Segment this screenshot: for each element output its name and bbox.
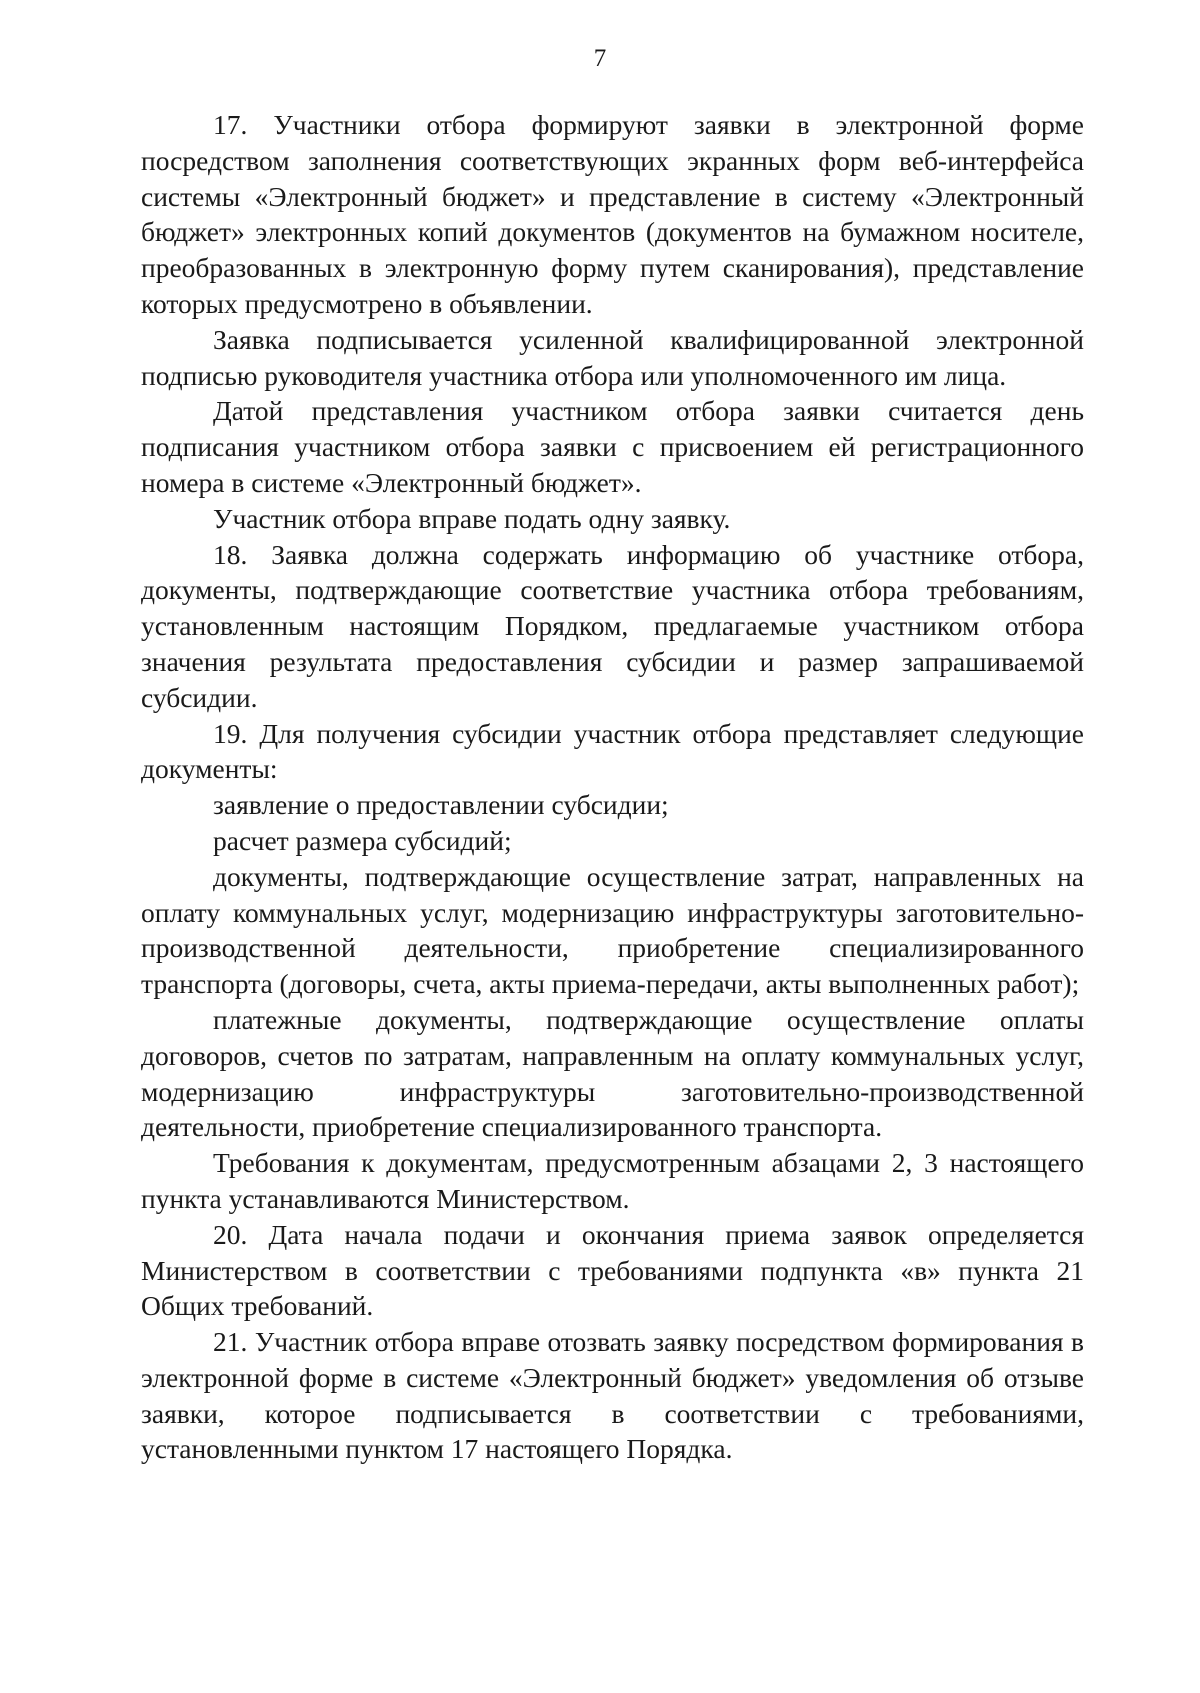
paragraph-18-contents: 18. Заявка должна содержать информацию об участнике отбора, документы, подтверждающие соответствие участника отбора требованиям, установленным настоящим Порядком, предлагаемые участником отбора значения результата предоставления субсидии и размер запрашиваемой субсидии.: [141, 538, 1084, 713]
paragraph-19-documents: 19. Для получения субсидии участник отбора представляет следующие документы:: [141, 717, 1084, 785]
paragraph-21-withdrawal: 21. Участник отбора вправе отозвать заявку посредством формирования в электронной форме в системе «Электронный бюджет» уведомления об отзыве заявки, которое подписывается в соответствии с требованиями, установленными пунктом 17 настоящего Порядка.: [141, 1326, 1084, 1465]
list-item-payment-documents: платежные документы, подтверждающие осуществление оплаты договоров, счетов по затратам, направленным на оплату коммунальных услуг, модернизацию инфраструктуры заготовительно-производственной деятельности, приобретение специализированного транспорта.: [141, 1003, 1084, 1143]
paragraph-requirements: Требования к документам, предусмотренным абзацами 2, 3 настоящего пункта устанавливаются Министерством.: [141, 1147, 1084, 1214]
document-body: [141, 107, 1084, 1467]
paragraph-one-application: Участник отбора вправе подать одну заявку.: [213, 502, 731, 534]
paragraph-20-dates: 20. Дата начала подачи и окончания приема заявок определяется Министерством в соответствии с требованиями подпункта «в» пункта 21 Общих требований.: [141, 1218, 1084, 1322]
page-number: 7: [593, 45, 607, 72]
list-item-calculation: расчет размера субсидий;: [213, 824, 512, 856]
paragraph-signature: Заявка подписывается усиленной квалифицированной электронной подписью руководителя участника отбора или уполномоченного им лица.: [141, 323, 1084, 391]
paragraph-17-submission: 17. Участники отбора формируют заявки в электронной форме посредством заполнения соответствующих экранных форм веб-интерфейса системы «Электронный бюджет» и представление в систему «Электронный бюджет» электронных копий документов (документов на бумажном носителе, преобразованных в электронную форму путем сканирования), представление которых предусмотрено в объявлении.: [141, 109, 1084, 319]
list-item-cost-documents: документы, подтверждающие осуществление затрат, направленных на оплату коммунальных услуг, модернизацию инфраструктуры заготовительно-производственной деятельности, приобретение специализированного транспорта (договоры, счета, акты приема-передачи, акты выполненных работ);: [141, 860, 1084, 1000]
list-item-application: заявление о предоставлении субсидии;: [213, 789, 669, 821]
paragraph-submission-date: Датой представления участником отбора заявки считается день подписания участником отбора заявки с присвоением ей регистрационного номера в системе «Электронный бюджет».: [141, 395, 1084, 498]
